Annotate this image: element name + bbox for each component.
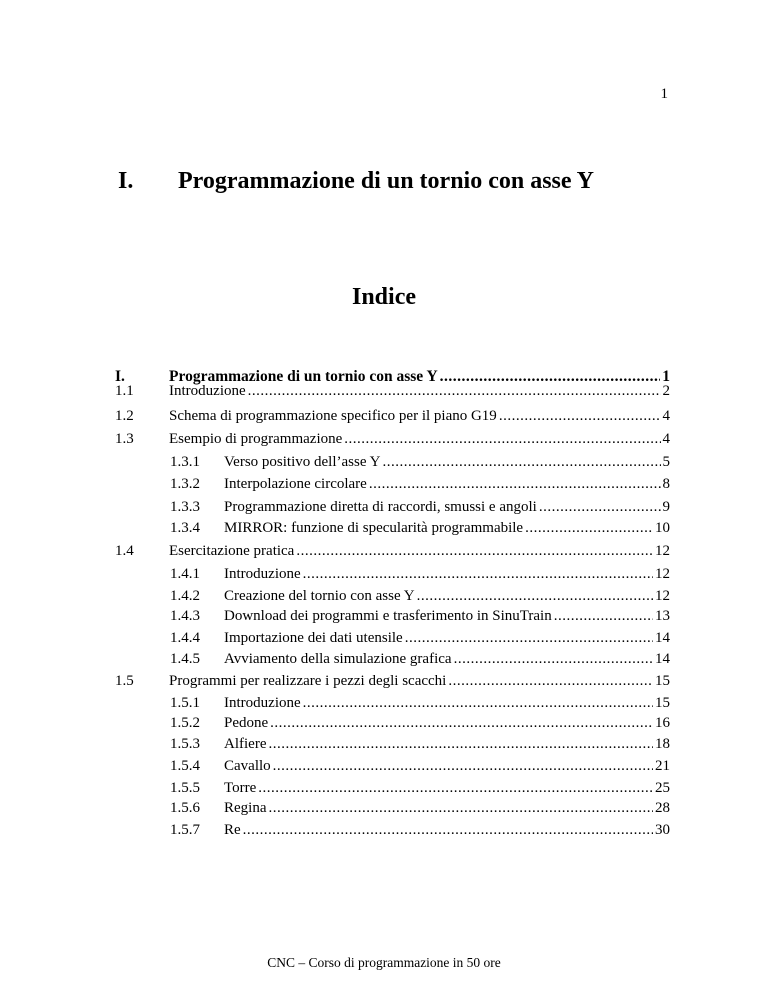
- toc-dot-leader: [270, 715, 653, 732]
- toc-entry[interactable]: [170, 566, 670, 583]
- page-number: 1: [660, 86, 668, 102]
- toc-entry[interactable]: [170, 520, 670, 537]
- toc-entry-page: 16: [655, 715, 670, 731]
- toc-entry-title: Importazione dei dati utensile: [224, 630, 403, 646]
- toc-entry-number: 1.5.2: [170, 715, 200, 731]
- toc-entry[interactable]: [170, 695, 670, 712]
- toc-entry-page: 25: [655, 780, 670, 796]
- toc-entry-number: I.: [115, 368, 125, 385]
- toc-dot-leader: [243, 822, 653, 839]
- toc-dot-leader: [296, 543, 653, 560]
- toc-entry[interactable]: [170, 822, 670, 839]
- toc-dot-leader: [383, 454, 661, 471]
- toc-dot-leader: [303, 566, 653, 583]
- toc-entry-page: 12: [655, 543, 670, 559]
- toc-entry[interactable]: [170, 736, 670, 753]
- toc-dot-leader: [258, 780, 653, 797]
- toc-entry-page: 18: [655, 736, 670, 752]
- toc-entry-number: 1.4.5: [170, 651, 200, 667]
- toc-entry-title: Programmazione di un tornio con asse Y: [169, 368, 438, 385]
- toc-dot-leader: [344, 431, 660, 448]
- toc-entry-page: 14: [655, 630, 670, 646]
- toc-entry-page: 21: [655, 758, 670, 774]
- index-title: Indice: [351, 284, 416, 310]
- toc-entry-number: 1.5.3: [170, 736, 200, 752]
- toc-entry[interactable]: [115, 673, 670, 690]
- toc-entry[interactable]: [170, 800, 670, 817]
- chapter-title: Programmazione di un tornio con asse Y: [178, 168, 594, 194]
- toc-dot-leader: [273, 758, 653, 775]
- toc-entry-page: 4: [662, 408, 670, 424]
- toc-dot-leader: [369, 476, 661, 493]
- toc-entry-number: 1.2: [115, 408, 134, 424]
- toc-entry[interactable]: [115, 431, 670, 448]
- toc-dot-leader: [454, 651, 653, 668]
- toc-entry-title: Pedone: [224, 715, 269, 731]
- toc-entry[interactable]: [170, 651, 670, 668]
- toc-dot-leader: [248, 383, 661, 400]
- toc-entry-page: 15: [655, 695, 670, 711]
- toc-dot-leader: [268, 736, 653, 753]
- toc-entry-page: 4: [662, 431, 670, 447]
- toc-entry-page: 5: [662, 454, 670, 470]
- toc-entry[interactable]: [170, 758, 670, 775]
- toc-entry[interactable]: [115, 543, 670, 560]
- toc-dot-leader: [499, 408, 661, 425]
- toc-entry-title: Esempio di programmazione: [169, 431, 343, 447]
- toc-entry[interactable]: [170, 780, 670, 797]
- toc-entry-number: 1.5.5: [170, 780, 200, 796]
- toc-entry-title: Alfiere: [224, 736, 267, 752]
- toc-entry-page: 12: [655, 588, 670, 604]
- toc-dot-leader: [417, 588, 653, 605]
- toc-entry-number: 1.5: [115, 673, 134, 689]
- toc-dot-leader: [539, 499, 661, 516]
- toc-entry-number: 1.3.4: [170, 520, 200, 536]
- toc-dot-leader: [525, 520, 653, 537]
- toc-entry-title: Introduzione: [224, 695, 301, 711]
- chapter-number: I.: [118, 168, 134, 194]
- toc-entry-number: 1.5.4: [170, 758, 200, 774]
- toc-entry-number: 1.3.3: [170, 499, 200, 515]
- toc-entry-page: 1: [662, 368, 670, 385]
- toc-entry-title: Avviamento della simulazione grafica: [224, 651, 452, 667]
- toc-dot-leader: [448, 673, 653, 690]
- toc-entry[interactable]: [115, 408, 670, 425]
- page-footer: CNC – Corso di programmazione in 50 ore: [267, 955, 501, 970]
- toc-entry-title: Introduzione: [169, 383, 246, 399]
- toc-dot-leader: [303, 695, 653, 712]
- toc-entry[interactable]: [170, 499, 670, 516]
- toc-entry-number: 1.4.2: [170, 588, 200, 604]
- toc-entry-title: Interpolazione circolare: [224, 476, 367, 492]
- toc-entry-number: 1.3.1: [170, 454, 200, 470]
- toc-dot-leader: [269, 800, 654, 817]
- toc-entry-title: Creazione del tornio con asse Y: [224, 588, 415, 604]
- toc-entry-title: Cavallo: [224, 758, 271, 774]
- toc-entry-title: Torre: [224, 780, 257, 796]
- toc-entry-page: 13: [655, 608, 670, 624]
- toc-entry-title: MIRROR: funzione di specularità programmabile: [224, 520, 524, 536]
- toc-entry-number: 1.4.1: [170, 566, 200, 582]
- toc-entry-number: 1.3.2: [170, 476, 200, 492]
- toc-entry-title: Download dei programmi e trasferimento in SinuTrain: [224, 608, 552, 624]
- toc-entry-number: 1.5.7: [170, 822, 200, 838]
- toc-entry-page: 10: [655, 520, 670, 536]
- toc-entry[interactable]: [115, 383, 670, 400]
- toc-entry-title: Esercitazione pratica: [169, 543, 295, 559]
- toc-entry[interactable]: [170, 630, 670, 647]
- toc-entry-title: Re: [224, 822, 241, 838]
- toc-entry-number: 1.4.4: [170, 630, 200, 646]
- toc-entry-page: 15: [655, 673, 670, 689]
- toc-entry-number: 1.1: [115, 383, 134, 399]
- toc-entry[interactable]: [170, 588, 670, 605]
- toc-entry-number: 1.5.1: [170, 695, 200, 711]
- toc-dot-leader: [405, 630, 653, 647]
- chapter-heading: [118, 168, 678, 195]
- toc-entry-page: 9: [662, 499, 670, 515]
- toc-entry-number: 1.3: [115, 431, 134, 447]
- toc-entry-title: Regina: [224, 800, 267, 816]
- toc-entry-page: 28: [655, 800, 670, 816]
- toc-entry-title: Introduzione: [224, 566, 301, 582]
- toc-entry-number: 1.4: [115, 543, 134, 559]
- toc-entry-title: Programmi per realizzare i pezzi degli scacchi: [169, 673, 447, 689]
- toc-entry-title: Schema di programmazione specifico per il piano G19: [169, 408, 497, 424]
- toc-entry[interactable]: [170, 608, 670, 625]
- toc-entry-page: 2: [662, 383, 670, 399]
- toc-entry-page: 12: [655, 566, 670, 582]
- toc-entry-page: 8: [662, 476, 670, 492]
- toc-entry-number: 1.4.3: [170, 608, 200, 624]
- toc-entry[interactable]: [170, 476, 670, 493]
- toc-dot-leader: [554, 608, 653, 625]
- toc-entry-page: 14: [655, 651, 670, 667]
- toc-entry-title: Verso positivo dell’asse Y: [224, 454, 381, 470]
- toc-entry-number: 1.5.6: [170, 800, 200, 816]
- toc-entry-page: 30: [655, 822, 670, 838]
- toc-entry-title: Programmazione diretta di raccordi, smussi e angoli: [224, 499, 537, 515]
- toc-entry[interactable]: [170, 454, 670, 471]
- toc-entry[interactable]: [170, 715, 670, 732]
